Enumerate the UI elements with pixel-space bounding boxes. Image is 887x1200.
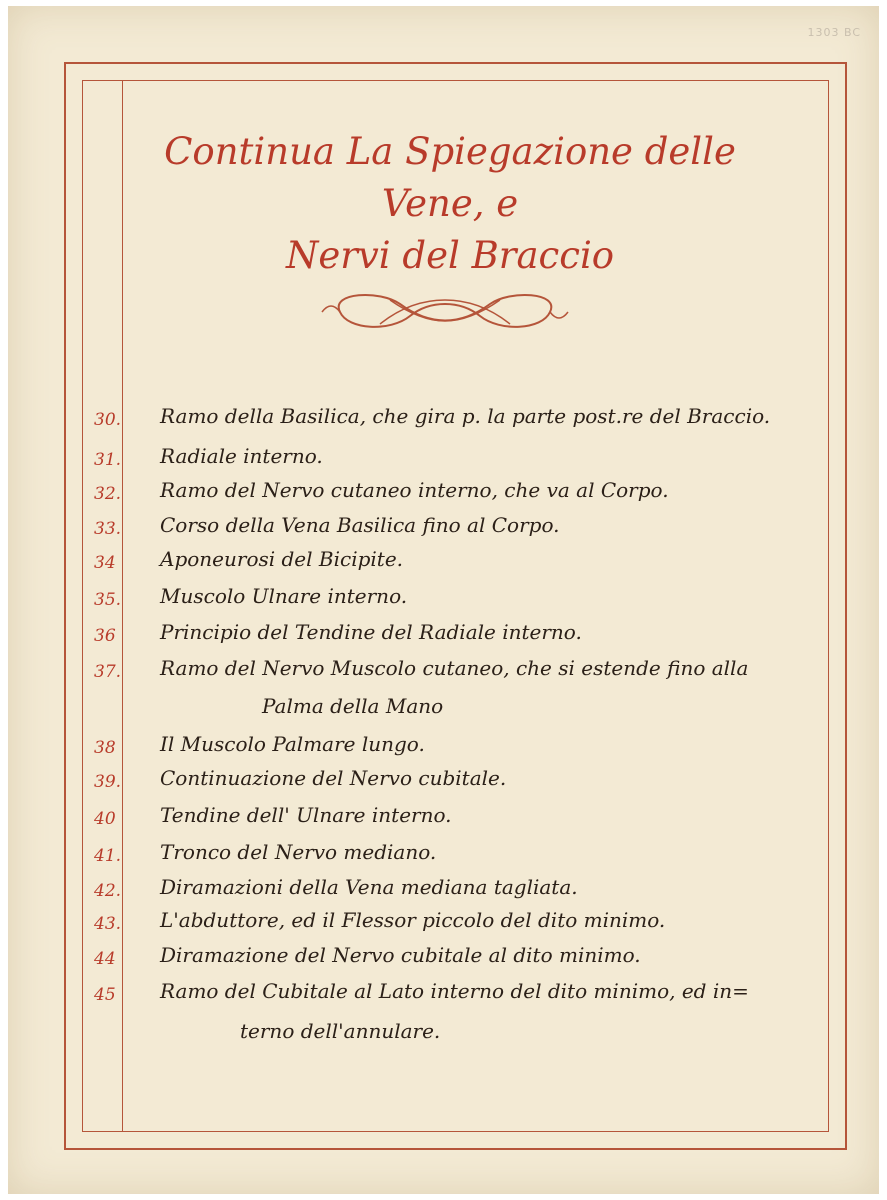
entry-text: Tronco del Nervo mediano. xyxy=(160,840,437,864)
entry-number: 33. xyxy=(94,519,122,539)
entry-text: Diramazioni della Vena mediana tagliata. xyxy=(160,875,578,899)
entry-text: Radiale interno. xyxy=(160,444,323,468)
entry-number: 42. xyxy=(94,881,122,901)
page-title xyxy=(140,126,760,282)
entry-text: Tendine dell' Ulnare interno. xyxy=(160,803,452,827)
entry-text: Principio del Tendine del Radiale interno. xyxy=(160,620,582,644)
title-line-2: Nervi del Braccio xyxy=(285,234,615,277)
entry-number: 37. xyxy=(94,662,122,682)
entry-text: Continuazione del Nervo cubitale. xyxy=(160,766,507,790)
title-line-1: Continua La Spiegazione delle Vene, e xyxy=(164,130,736,225)
entry-text: Aponeurosi del Bicipite. xyxy=(160,547,404,571)
entry-number: 43. xyxy=(94,914,122,934)
entry-number: 30. xyxy=(94,410,122,430)
catalog-mark: 1303 BC xyxy=(807,26,861,39)
entry-number: 31. xyxy=(94,450,122,470)
entry-text: Corso della Vena Basilica fino al Corpo. xyxy=(160,513,560,537)
entry-text: L'abduttore, ed il Flessor piccolo del dito minimo. xyxy=(160,908,666,932)
calligraphic-flourish xyxy=(320,282,570,342)
entry-number: 32. xyxy=(94,484,122,504)
entry-number: 35. xyxy=(94,590,122,610)
entry-number: 41. xyxy=(94,846,122,866)
entry-text: Ramo della Basilica, che gira p. la parte post.re del Braccio. xyxy=(160,404,771,428)
entry-number: 44 xyxy=(94,949,116,969)
entry-number: 45 xyxy=(94,985,116,1005)
entry-text: Diramazione del Nervo cubitale al dito minimo. xyxy=(160,943,641,967)
entry-number: 38 xyxy=(94,738,116,758)
entry-text: Ramo del Nervo cutaneo interno, che va al Corpo. xyxy=(160,478,669,502)
entry-number: 40 xyxy=(94,809,116,829)
entry-number: 39. xyxy=(94,772,122,792)
entry-continuation: Palma della Mano xyxy=(262,694,444,718)
entry-number: 34 xyxy=(94,553,116,573)
entry-continuation: terno dell'annulare. xyxy=(240,1019,441,1043)
entry-text: Il Muscolo Palmare lungo. xyxy=(160,732,425,756)
entry-text: Ramo del Nervo Muscolo cutaneo, che si estende fino alla xyxy=(160,656,749,680)
entry-number: 36 xyxy=(94,626,116,646)
entry-text: Ramo del Cubitale al Lato interno del dito minimo, ed in= xyxy=(160,979,749,1003)
entry-text: Muscolo Ulnare interno. xyxy=(160,584,408,608)
